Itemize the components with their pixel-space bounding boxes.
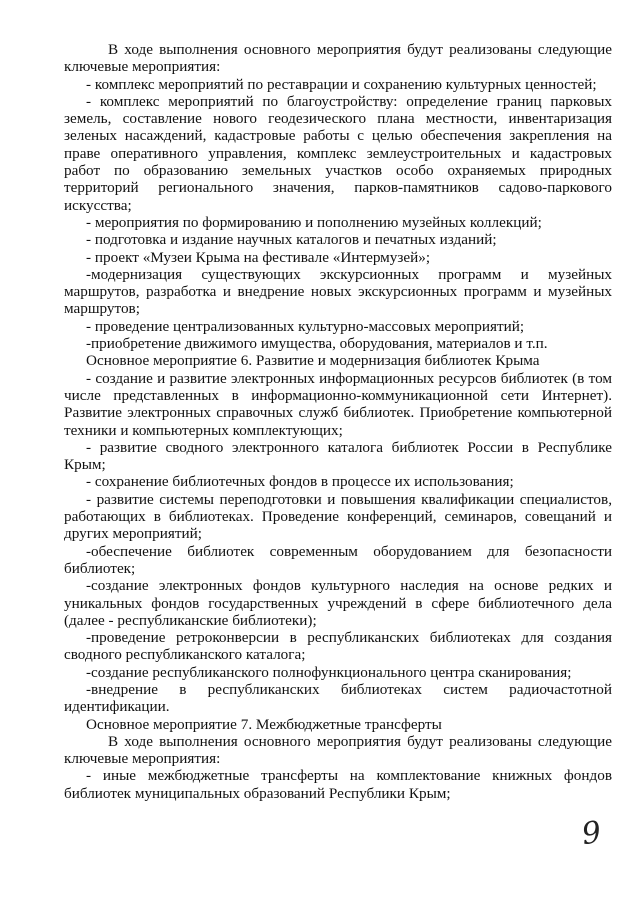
- list-item-excursions: -модернизация существующих экскурсионных программ и музейных маршрутов, разработка и внедрение новых экскурсионных программ и музейных маршрутов;: [64, 265, 612, 318]
- list-item-transfers: - иные межбюджетные трансферты на комплектование книжных фондов библиотек муниципальных образований Республики Крым;: [64, 767, 612, 802]
- paragraph-intro-2: В ходе выполнения основного мероприятия будут реализованы следующие ключевые мероприятия:: [64, 732, 612, 768]
- list-item-landscaping: - комплекс мероприятий по благоустройству: определение границ парковых земель, составление нового геодезического плана местности, инвентаризация зеленых насаждений, кадастровые работы с целью обеспечения закрепления на праве оперативного управления, комплекс землеустроительных и кадастровых работ по образованию земельных участков особо охраняемых природных территорий регионального значения, парков-памятников садово-паркового искусства;: [64, 92, 612, 214]
- list-item-electronic-resources: - создание и развитие электронных информационных ресурсов библиотек (в том числе представленных в информационно-коммуникационной сети Интернет). Развитие электронных справочных служб библиотек. Приобретение компьютерной техники и компьютерных комплектующих;: [64, 369, 612, 439]
- document-body: [64, 41, 612, 802]
- paragraph-intro-1: В ходе выполнения основного мероприятия будут реализованы следующие ключевые мероприятия:: [64, 41, 612, 76]
- list-item-fund-preservation: - сохранение библиотечных фондов в процессе их использования;: [86, 473, 514, 491]
- section-heading-7: Основное мероприятие 7. Межбюджетные трансферты: [86, 715, 442, 733]
- list-item-training: - развитие системы переподготовки и повышения квалификации специалистов, работающих в библиотеках. Проведение конференций, семинаров, совещаний и других мероприятий;: [64, 490, 612, 543]
- list-item-electronic-funds: -создание электронных фондов культурного наследия на основе редких и уникальных фондов государственных учреждений в сфере библиотечного дела (далее - республиканские библиотеки);: [64, 577, 612, 629]
- list-item-retroconversion: -проведение ретроконверсии в республиканских библиотеках для создания сводного республиканского каталога;: [64, 629, 612, 664]
- list-item-security-equipment: -обеспечение библиотек современным оборудованием для безопасности библиотек;: [64, 542, 612, 577]
- section-heading-6: Основное мероприятие 6. Развитие и модернизация библиотек Крыма: [86, 352, 540, 370]
- list-item-catalogs: - подготовка и издание научных каталогов и печатных изданий;: [86, 231, 497, 249]
- list-item-intermuseum: - проект «Музеи Крыма на фестивале «Интермузей»;: [86, 248, 431, 266]
- list-item-union-catalog: - развитие сводного электронного каталога библиотек России в Республике Крым;: [64, 438, 612, 474]
- list-item-restoration: - комплекс мероприятий по реставрации и сохранению культурных ценностей;: [86, 75, 597, 93]
- list-item-cultural-events: - проведение централизованных культурно-массовых мероприятий;: [86, 317, 525, 335]
- list-item-rfid: -внедрение в республиканских библиотеках систем радиочастотной идентификации.: [64, 680, 612, 716]
- page-number: 9: [579, 814, 604, 853]
- list-item-equipment: -приобретение движимого имущества, оборудования, материалов и т.п.: [86, 335, 548, 353]
- list-item-scanning-center: -создание республиканского полнофункционального центра сканирования;: [86, 663, 572, 681]
- list-item-museum-collections: - мероприятия по формированию и пополнению музейных коллекций;: [86, 213, 542, 231]
